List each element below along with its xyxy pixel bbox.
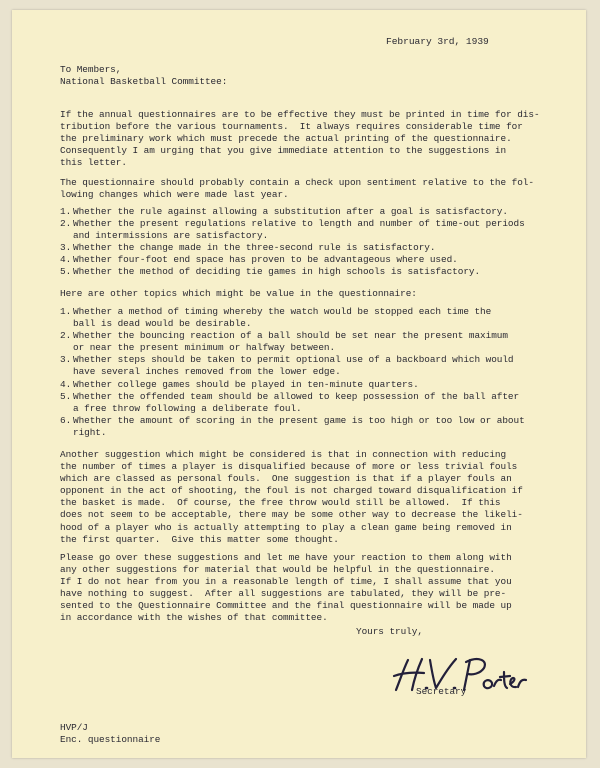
list-number: 2. — [60, 330, 72, 342]
letter-page — [12, 10, 586, 758]
text-line: Whether the amount of scoring in the present game is too high or too low or about — [73, 414, 525, 426]
text-line: or near the present minimum or halfway between. — [73, 342, 336, 354]
list-number: 4. — [60, 378, 72, 390]
reference-block — [60, 722, 160, 746]
enclosure-note: Enc. questionnaire — [60, 734, 161, 746]
text-line: have several inches removed from the lower edge. — [73, 366, 341, 378]
text-line: this letter. — [60, 157, 127, 169]
list-number: 3. — [60, 242, 72, 254]
closing: Yours truly, — [356, 626, 423, 637]
typist-initials: HVP/J — [60, 722, 88, 733]
text-line: Another suggestion which might be considered is that in connection with reducing — [60, 449, 507, 460]
text-line: Whether the present regulations relative to length and number of time-out periods — [73, 218, 525, 230]
list-number: 3. — [60, 354, 72, 366]
text-line: Whether the offended team should be allowed to keep possession of the ball after — [73, 390, 520, 402]
list-number: 1. — [60, 306, 72, 317]
text-line: Consequently I am urging that you give immediate attention to the suggestions in — [60, 145, 507, 157]
list-item — [60, 254, 542, 266]
text-line: the first quarter. Give this matter some thought. — [60, 533, 339, 545]
text-line: Whether the rule against allowing a substitution after a goal is satisfactory. — [73, 206, 508, 217]
text-line: sented to the Questionnaire Committee and the final questionnaire will be made up — [60, 600, 512, 612]
text-line: which are classed as personal fouls. One suggestion is that if a player fouls an — [60, 473, 512, 485]
paragraph-other-topics — [60, 288, 542, 300]
text-line: Whether steps should be taken to permit optional use of a backboard which would — [73, 354, 514, 366]
text-line: right. — [73, 426, 107, 438]
list-item — [60, 266, 542, 278]
list-item — [60, 218, 542, 242]
text-line: Whether a method of timing whereby the watch would be stopped each time the — [73, 306, 492, 317]
list-item — [60, 330, 542, 354]
text-line: tribution before the various tournaments. It always requires considerable time for — [60, 121, 523, 133]
paragraph-disqualification — [60, 449, 542, 546]
text-line: Whether the change made in the three-second rule is satisfactory. — [73, 242, 436, 254]
list-number: 6. — [60, 414, 72, 426]
signer-title: Secretary — [416, 686, 467, 697]
list-item — [60, 306, 542, 330]
salutation-line: To Members, — [60, 64, 122, 75]
text-line: ball is dead would be desirable. — [73, 318, 252, 330]
salutation-line: National Basketball Committee: — [60, 76, 228, 88]
text-line: a free throw following a deliberate foul. — [73, 402, 302, 414]
text-line: in accordance with the wishes of that committee. — [60, 612, 328, 624]
list-number: 5. — [60, 390, 72, 402]
text-line: Whether college games should be played in ten-minute quarters. — [73, 378, 419, 390]
text-line: any other suggestions for material that would be helpful in the questionnaire. — [60, 564, 495, 576]
text-line: hood of a player who is actually attempting to play a clean game being removed in — [60, 521, 512, 533]
text-line: Here are other topics which might be value in the questionnaire: — [60, 288, 417, 299]
salutation — [60, 64, 227, 88]
text-line: If I do not hear from you in a reasonable length of time, I shall assume that you — [60, 576, 512, 588]
text-line: have nothing to suggest. After all suggestions are tabulated, they will be pre- — [60, 588, 507, 600]
list-item — [60, 391, 542, 415]
list-item — [60, 379, 542, 391]
list-number: 4. — [60, 254, 72, 266]
paragraph-request — [60, 552, 542, 625]
text-line: Whether four-foot end space has proven to be advantageous where used. — [73, 254, 458, 266]
list-topics — [60, 306, 542, 439]
text-line: opponent in the act of shooting, the foul is not charged toward disqualification if — [60, 485, 523, 497]
letter-date: February 3rd, 1939 — [386, 36, 489, 47]
text-line: If the annual questionnaires are to be effective they must be printed in time for dis- — [60, 109, 540, 120]
text-line: the number of times a player is disqualified because of more or less trivial fouls — [60, 461, 518, 473]
text-line: the preliminary work which must precede the actual printing of the questionnaire. — [60, 133, 512, 145]
text-line: Whether the method of deciding tie games in high schools is satisfactory. — [73, 266, 481, 278]
list-item — [60, 242, 542, 254]
text-line: and intermissions are satisfactory. — [73, 230, 269, 242]
paragraph-intro — [60, 109, 542, 169]
text-line: Whether the bouncing reaction of a ball should be set near the present maximum — [73, 330, 508, 342]
list-changes — [60, 206, 542, 279]
text-line: the basket is made. Of course, the free throw would still be allowed. If this — [60, 497, 501, 509]
text-line: Please go over these suggestions and let me have your reaction to them along with — [60, 552, 512, 563]
text-line: The questionnaire should probably contain a check upon sentiment relative to the fol- — [60, 177, 534, 188]
list-item — [60, 415, 542, 439]
list-item — [60, 354, 542, 378]
text-line: lowing changes which were made last year. — [60, 189, 289, 201]
list-number: 1. — [60, 206, 72, 217]
paragraph-questionnaire — [60, 177, 542, 201]
list-number: 5. — [60, 266, 72, 278]
text-line: does not seem to be acceptable, there may be some other way to decrease the likeli- — [60, 509, 523, 521]
list-number: 2. — [60, 218, 72, 230]
list-item — [60, 206, 542, 218]
